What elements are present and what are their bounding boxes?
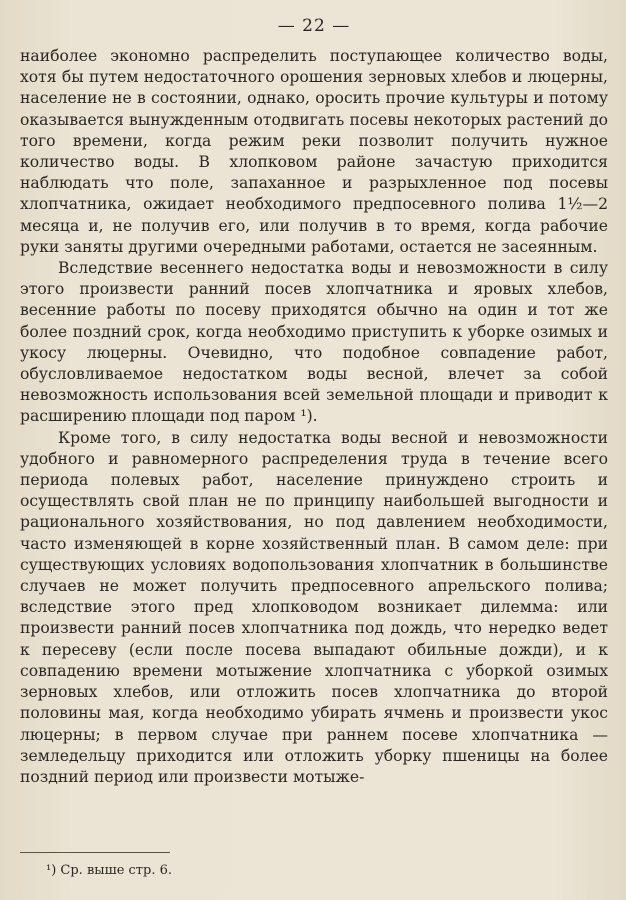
paragraph-2: Вследствие весеннего недостатка воды и невозможности в силу этого произвести ранний посев хлопчатника и яровых хлебов, весенние работы по посеву приходятся обычно на один и тот же более поздний срок, когда необходимо приступить к уборке озимых и укосу люцерны. Очевидно, что подобное совпадение работ, обусловливаемое недостатком воды весной, влечет за собой невозможность использования всей земельной площади и приводит к расширению площади под паром ¹). xyxy=(20,259,608,426)
footnote-divider xyxy=(20,852,170,853)
paragraph-1: наиболее экономно распределить поступающее количество воды, хотя бы путем недостаточного орошения зерновых хлебов и люцерны, население не в состоянии, однако, оросить прочие культуры и потому оказывается вынужденным отодвигать посевы некоторых растений до того времени, когда режим реки позволит получить нужное количество воды. В хлопковом районе зачастую приходится наблюдать что поле, запаханное и разрыхленное под посевы хлопчатника, ожидает необходимого предпосевного полива 1½—2 месяца и, не получив его, или получив в то время, когда рабочие руки заняты другими очередными работами, остается не засеянным. xyxy=(20,47,608,256)
footnote: ¹) Ср. выше стр. 6. xyxy=(46,863,172,878)
page-number: — 22 — xyxy=(277,16,351,36)
paragraph-3: Кроме того, в силу недостатка воды весной и невозможности удобного и равномерного распределения труда в течение всего периода полевых работ, население принуждено строить и осуществлять свой план не по принципу наибольшей выгодности и рационального хозяйствования, но под давлением необходимости, часто изменяющей в корне хозяйственный план. В самом деле: при существующих условиях водопользования хлопчатник в большинстве случаев не может получить предпосевного апрельского полива; вследствие этого пред хлопководом возникает дилемма: или произвести ранний посев хлопчатника под дождь, что нередко ведет к пересеву (если после посева выпадают обильные дожди), и к совпадению времени мотыжение хлопчатника с уборкой озимых зерновых хлебов, или отложить посев хлопчатника до второй половины мая, когда необходимо убирать ячмень и произвести укос люцерны; в первом случае при раннем посеве хлопчатника — земледельцу приходится или отложить уборку пшеницы на более поздний период или произвести мотыже- xyxy=(20,428,608,786)
